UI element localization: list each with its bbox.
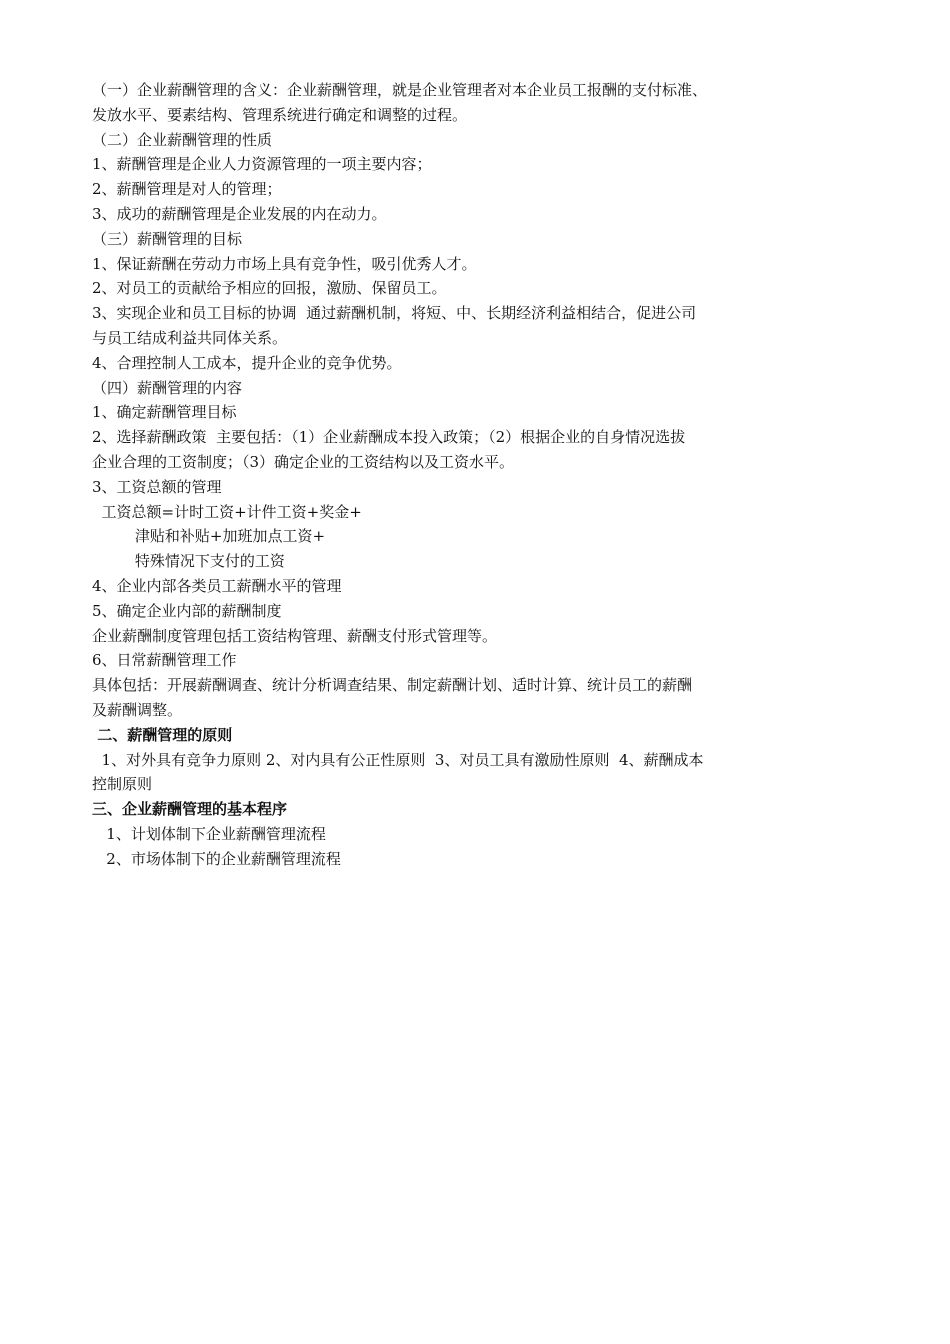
chapter-heading: 二、薪酬管理的原则 [92, 725, 233, 744]
section-heading: （二）企业薪酬管理的性质 [92, 130, 273, 149]
list-item: 3、实现企业和员工目标的协调 通过薪酬机制，将短、中、长期经济利益相结合，促进公司 [92, 304, 697, 323]
list-item: 3、成功的薪酬管理是企业发展的内在动力。 [92, 204, 387, 223]
text-line: 控制原则 [92, 775, 153, 794]
list-item: 1、确定薪酬管理目标 [92, 403, 237, 422]
list-item: 5、确定企业内部的薪酬制度 [92, 601, 282, 620]
list-item: 1、计划体制下企业薪酬管理流程 [92, 824, 326, 843]
list-item: 1、保证薪酬在劳动力市场上具有竞争性，吸引优秀人才。 [92, 254, 477, 273]
section-heading: （三）薪酬管理的目标 [92, 229, 243, 248]
text-line: 企业合理的工资制度；（3）确定企业的工资结构以及工资水平。 [92, 452, 515, 471]
chapter-heading: 三、企业薪酬管理的基本程序 [92, 800, 288, 819]
list-item: 2、薪酬管理是对人的管理； [92, 180, 282, 199]
text-line: 与员工结成利益共同体关系。 [92, 328, 288, 347]
document-body [92, 78, 792, 872]
text-line: 发放水平、要素结构、管理系统进行确定和调整的过程。 [92, 105, 468, 124]
text-line: 及薪酬调整。 [92, 700, 183, 719]
formula-line: 津贴和补贴+加班加点工资+ [92, 527, 326, 546]
formula-line: 特殊情况下支付的工资 [92, 552, 285, 571]
text-line: 企业薪酬制度管理包括工资结构管理、薪酬支付形式管理等。 [92, 626, 498, 645]
list-item: 2、选择薪酬政策 主要包括：（1）企业薪酬成本投入政策；（2）根据企业的自身情况选拔 [92, 428, 686, 447]
list-item: 2、对员工的贡献给予相应的回报，激励、保留员工。 [92, 279, 447, 298]
section-heading: （四）薪酬管理的内容 [92, 378, 243, 397]
list-item: 3、工资总额的管理 [92, 477, 222, 496]
list-item: 4、企业内部各类员工薪酬水平的管理 [92, 576, 342, 595]
list-item: 2、市场体制下的企业薪酬管理流程 [92, 849, 341, 868]
text-line: 具体包括：开展薪酬调查、统计分析调查结果、制定薪酬计划、适时计算、统计员工的薪酬 [92, 676, 693, 695]
list-item: 1、薪酬管理是企业人力资源管理的一项主要内容； [92, 155, 432, 174]
list-item: 6、日常薪酬管理工作 [92, 651, 237, 670]
list-item: 4、合理控制人工成本，提升企业的竞争优势。 [92, 353, 402, 372]
text-line: 1、对外具有竞争力原则 2、对内具有公正性原则 3、对员工具有激励性原则 4、薪酬成本 [92, 750, 704, 769]
formula-line: 工资总额=计时工资+计件工资+奖金+ [92, 502, 362, 521]
text-line: （一）企业薪酬管理的含义：企业薪酬管理，就是企业管理者对本企业员工报酬的支付标准、 [92, 81, 708, 99]
